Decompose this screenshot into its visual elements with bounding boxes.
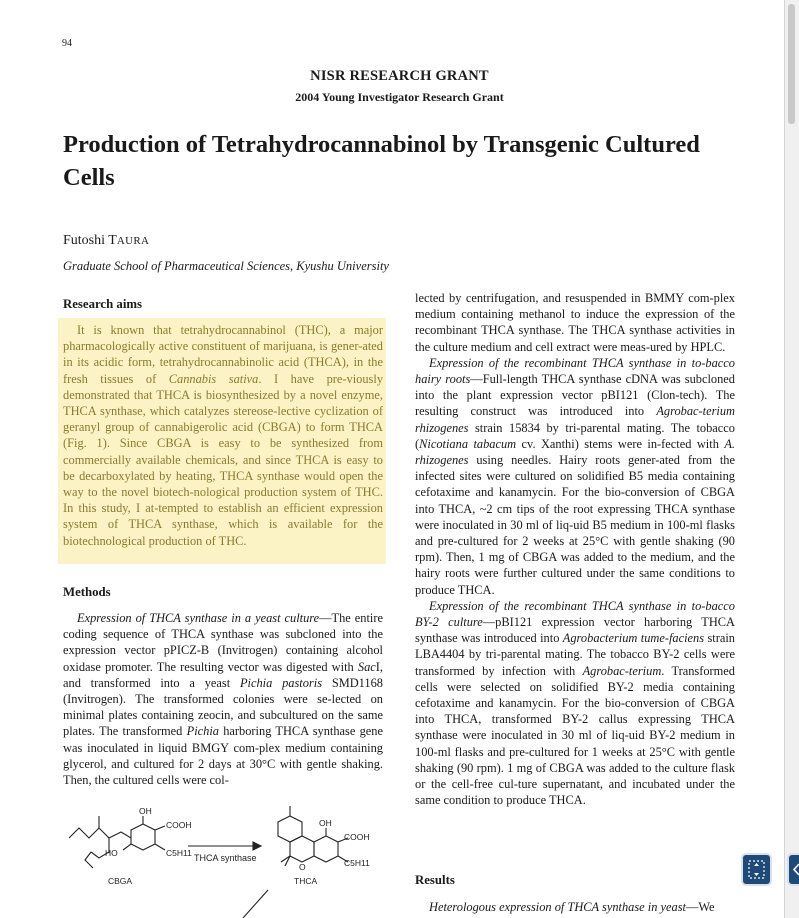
paper-title: Production of Tetrahydrocannabinol by Transgenic Cultured Cells — [63, 131, 700, 191]
results-text-part: —We — [685, 900, 715, 914]
vertical-scrollbar[interactable] — [784, 0, 799, 918]
thca-c5h11-label: C5H11 — [344, 858, 370, 868]
grant-subtitle: 2004 Young Investigator Research Grant — [295, 90, 504, 104]
methods-text-part: strain 15834 by tri-parental mating. The tobacco ( — [415, 420, 735, 451]
research-aims-text — [63, 322, 383, 549]
thca-label: THCA — [294, 876, 318, 886]
research-aims-heading: Research aims — [63, 297, 143, 311]
methods-italic: Nicotiana tabacum — [419, 436, 517, 451]
methods-continued: lected by centrifugation, and resuspended in BMMY com-plex medium containing methanol to induce the expression of the recombinant THCA synthase. The THCA synthase activities in the culture medium and cell extract were meas-ured by HPLC. — [415, 291, 735, 354]
results-heading: Results — [415, 873, 455, 887]
reaction-scheme-figure — [63, 800, 393, 918]
fit-page-button[interactable] — [741, 853, 772, 886]
methods-text-part: harboring THCA synthase gene was inoculated in liquid BMGY com-plex medium containing glycerol, and cultured for 2 days at 30°C with gentle shaking. Then, the cultured cells were col- — [63, 724, 383, 788]
methods-italic: Agrobac-terium rhizogenes — [415, 404, 735, 435]
methods-italic: Agrobacterium tume-faciens — [562, 631, 705, 646]
cbga-chain-end — [85, 852, 93, 868]
enzyme-label: THCA synthase — [194, 853, 257, 863]
author-family-rest: AURA — [116, 235, 150, 247]
thca-oh-label: OH — [319, 818, 332, 828]
methods-subheading: Expression of the recombinant THCA synthase in to-bacco hairy roots — [415, 355, 735, 387]
thca-ring-c — [314, 836, 338, 862]
cbga-ring — [131, 824, 155, 850]
grant-title: NISR RESEARCH GRANT — [310, 68, 489, 84]
cbga-c5h11-label: C5H11 — [166, 848, 192, 858]
results-subheading: Heterologous expression of THCA synthase in yeast — [429, 900, 686, 914]
methods-text-part: —Full-length THCA synthase cDNA was subcloned into the plant expression vector pBI121 (Clon-tech). The resulting construct was introduced into — [415, 372, 735, 419]
methods-italic: Pichia — [186, 724, 219, 739]
methods-text-part: I, and transformed into a yeast — [63, 659, 383, 690]
next-tool-button[interactable] — [787, 853, 799, 886]
author — [63, 233, 149, 249]
cbga-label: CBGA — [108, 876, 133, 886]
chevron-icon — [789, 855, 799, 884]
methods-text-part: —pBI121 expression vector harboring THCA synthase was introduced into — [415, 615, 735, 646]
methods-subheading: Expression of the recombinant THCA synthase in to-bacco BY-2 culture — [415, 598, 735, 630]
aims-text-part: . I have pre-viously demonstrated that THCA is biosynthesized by a novel enzyme, THCA synthase, which catalyzes stereose-lective cyclization of geranyl group of cannabigerolic acid (CBGA) to form THCA (Fig. 1). Since CBGA is easy to be synthesized from commercially available chemicals, and since THCA is easy to be decarboxylated by heating, THCA synthase would open the way to the novel biotech-nological production system of THC. In this study, I at-tempted to establish an efficient expression system of THCA synthase, which is available for the biotechnological production of THC. — [63, 371, 384, 548]
methods-heading: Methods — [63, 585, 111, 599]
page-number: 94 — [62, 38, 72, 49]
decarboxylation-arrow — [243, 890, 268, 918]
methods-text-part: using needles. Hairy roots gener-ated from the infected sites were cultured on solidified B5 media containing cefotaxime and kanamycin. For the bio-conversion of CBGA into THCA, ~2 cm tips of the root expressing THCA synthase were inoculated in 30 ml of liq-uid B5 medium in 100-ml flasks and pre-cultured for 2 weeks at 25°C with gentle shaking (90 rpm). Then, 1 mg of CBGA was added to the medium, and the hairy roots were further cultured under the same conditions to produce THCA. — [415, 453, 735, 597]
author-family-cap: T — [108, 233, 117, 248]
thca-ring-b — [290, 836, 314, 862]
methods-text — [63, 610, 383, 788]
affiliation: Graduate School of Pharmaceutical Sciences, Kyushu University — [63, 259, 389, 273]
thca-cooh-label: COOH — [344, 832, 370, 842]
methods-italic: Agrobac-terium — [582, 663, 662, 678]
cbga-cooh-label: COOH — [166, 820, 192, 830]
fit-page-icon — [743, 855, 770, 884]
methods-italic: Sac — [357, 659, 376, 674]
cbga-ho-label: HO — [105, 848, 118, 858]
results-text — [415, 899, 735, 915]
methods-text-part: SMD1168 (Invitrogen). The transformed colonies were se-lected on minimal plates containing zeocin, and subcultured on the same plates. The transformed — [63, 675, 383, 739]
aims-text-part: It is known that tetrahydrocannabinol (THC), a major pharmacologically active constituent of marijuana, is gener-ated in its acidic form, tetrahydrocannabinolic acid (THCA), in the fresh tissues of — [63, 323, 383, 386]
methods-text-part: cv. Xanthi) stems were in-fected with — [516, 436, 725, 451]
right-column-text — [415, 290, 735, 809]
methods-text-part: . Transformed cells were selected on solidified BY-2 media containing cefotaxime and kanamycin. For the bio-conversion of CBGA into THCA, transformed BY-2 callus expressing THCA synthase were inoculated in 30 ml of liq-uid BY-2 medium in 100-ml flasks and pre-cultured for 1 weeks at 25°C with gentle shaking (90 rpm). 1 mg of CBGA was added to the culture flask or the cell-free cul-ture supernatant, and incubated under the same condition to produce THCA. — [415, 663, 736, 808]
author-given-name: Futoshi — [63, 233, 109, 248]
methods-text-part: strain LBA4404 by tri-parental mating. The tobacco BY-2 cells were transformed by infection with — [415, 631, 735, 678]
cbga-geranyl-chain — [69, 828, 109, 858]
methods-text-part: —The entire coding sequence of THCA synthase was subcloned into the expression vector pPICZ-B (Invitrogen) containing alcohol oxidase promoter. The resulting vector was digested with — [63, 611, 383, 674]
thca-o-label: O — [299, 862, 306, 872]
methods-italic: A. rhizogenes — [415, 436, 735, 468]
aims-species: Cannabis sativa — [168, 371, 259, 386]
methods-italic: Pichia pastoris — [239, 675, 323, 690]
cbga-oh-label: OH — [139, 806, 152, 816]
scrollbar-thumb[interactable] — [788, 4, 795, 124]
methods-subheading: Expression of THCA synthase in a yeast culture — [77, 611, 320, 625]
